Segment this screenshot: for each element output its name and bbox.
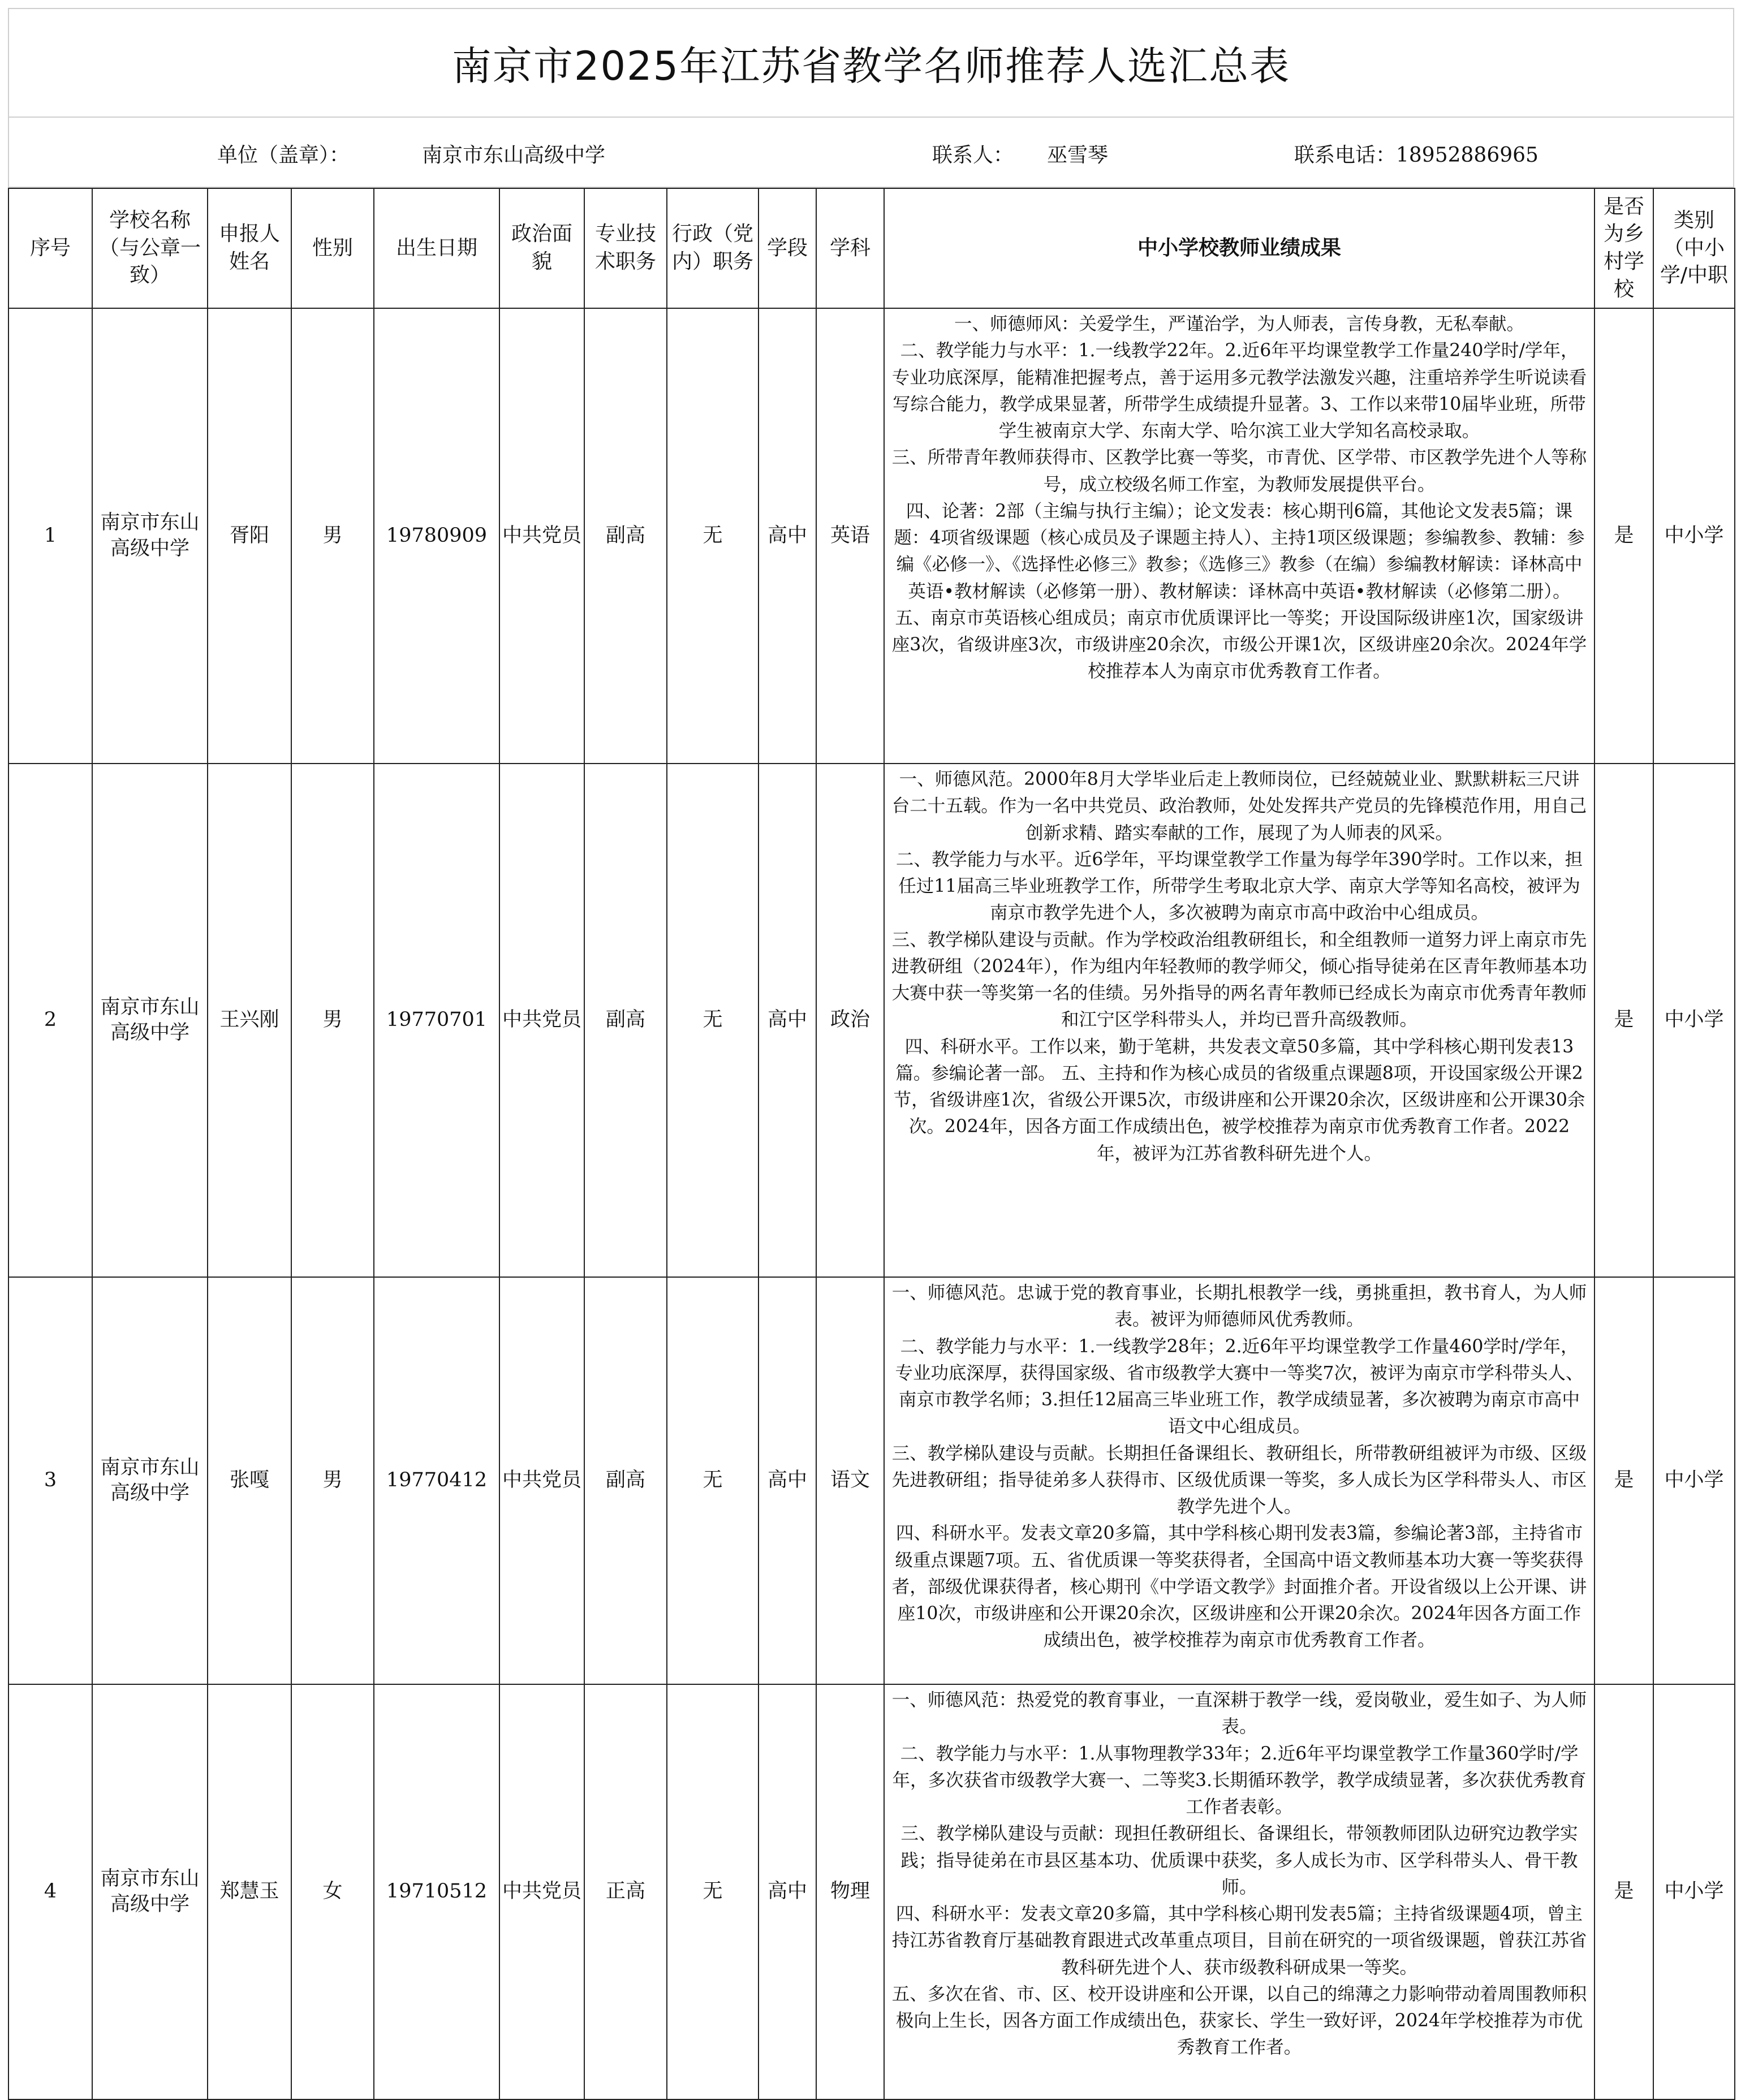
- cell-subject: 语文: [816, 1277, 884, 1684]
- cell-admin: 无: [667, 1277, 759, 1684]
- cell-rural: 是: [1595, 1277, 1653, 1684]
- header-name: 申报人姓名: [208, 188, 291, 308]
- cell-gender: 男: [291, 764, 374, 1277]
- achievement-item: 五、南京市英语核心组成员；南京市优质课评比一等奖；开设国际级讲座1次，国家级讲座3次，省级讲座3次，市级讲座20余次，市级公开课1次，区级讲座20余次。2024年学校推荐本人为南京市优秀教育工作者。: [891, 607, 1587, 682]
- cell-subject: 英语: [816, 308, 884, 764]
- cell-stage: 高中: [759, 1684, 816, 2099]
- cell-title: 正高: [584, 1684, 667, 2099]
- achievement-item: 一、师德风范。2000年8月大学毕业后走上教师岗位，已经兢兢业业、默默耕耘三尺讲台二十五载。作为一名中共党员、政治教师，处处发挥共产党员的先锋模范作用，用自己创新求精、踏实奉献的工作，展现了为人师表的风采。: [891, 769, 1587, 843]
- summary-sheet: [8, 8, 1734, 2100]
- cell-politics: 中共党员: [499, 764, 584, 1277]
- cell-seq: 1: [8, 308, 92, 764]
- header-gender: 性别: [291, 188, 374, 308]
- achievement-item: 三、教学梯队建设与贡献。作为学校政治组教研组长，和全组教师一道努力评上南京市先进教研组（2024年），作为组内年轻教师的教学师父，倾心指导徒弟在区青年教师基本功大赛中获一等奖第一名的佳绩。另外指导的两名青年教师已经成长为南京市优秀青年教师和江宁区学科带头人，并均已晋升高级教师。: [891, 929, 1587, 1030]
- cell-politics: 中共党员: [499, 1277, 584, 1684]
- contact-value: 巫雪琴: [1047, 144, 1109, 167]
- achievement-item: 四、科研水平：发表文章20多篇，其中学科核心期刊发表5篇；主持省级课题4项，曾主持江苏省教育厅基础教育跟进式改革重点项目，目前在研究的一项省级课题，曾获江苏省教科研先进个人、获市级教科研成果一等奖。: [891, 1904, 1587, 1978]
- cell-subject: 政治: [816, 764, 884, 1277]
- cell-name: 王兴刚: [208, 764, 291, 1277]
- cell-seq: 2: [8, 764, 92, 1277]
- cell-admin: 无: [667, 764, 759, 1277]
- achievement-item: 一、师德风范：热爱党的教育事业，一直深耕于教学一线，爱岗敬业，爱生如子、为人师表。: [891, 1690, 1587, 1737]
- cell-category: 中小学: [1653, 308, 1735, 764]
- header-subject: 学科: [816, 188, 884, 308]
- cell-achievements: [884, 1684, 1595, 2099]
- cell-seq: 4: [8, 1684, 92, 2099]
- cell-name: 张嘎: [208, 1277, 291, 1684]
- cell-seq: 3: [8, 1277, 92, 1684]
- nominee-table: [8, 188, 1735, 2100]
- cell-category: 中小学: [1653, 1684, 1735, 2099]
- cell-title: 副高: [584, 308, 667, 764]
- header-category: 类别（中小学/中职: [1653, 188, 1735, 308]
- achievement-item: 二、教学能力与水平。近6学年，平均课堂教学工作量为每学年390学时。工作以来，担任过11届高三毕业班教学工作，所带学生考取北京大学、南京大学等知名高校，被评为南京市教学先进个人，多次被聘为南京市高中政治中心组成员。: [895, 849, 1583, 924]
- cell-stage: 高中: [759, 308, 816, 764]
- cell-admin: 无: [667, 1684, 759, 2099]
- cell-school: 南京市东山高级中学: [92, 1277, 208, 1684]
- achievement-item: 三、教学梯队建设与贡献：现担任教研组长、备课组长，带领教师团队边研究边教学实践；指导徒弟在市县区基本功、优质课中获奖，多人成长为市、区学科带头人、骨干教师。: [900, 1823, 1578, 1898]
- cell-school: 南京市东山高级中学: [92, 764, 208, 1277]
- header-politics: 政治面貌: [499, 188, 584, 308]
- cell-birth: 19770701: [374, 764, 499, 1277]
- table-row: [8, 308, 1735, 764]
- achievement-item: 二、教学能力与水平：1.一线教学22年。2.近6年平均课堂教学工作量240学时/学年，专业功底深厚，能精准把握考点，善于运用多元教学法激发兴趣，注重培养学生听说读看写综合能力，教学成果显著，所带学生成绩提升显著。3、工作以来带10届毕业班，所带学生被南京大学、东南大学、哈尔滨工业大学知名高校录取。: [891, 340, 1587, 441]
- cell-gender: 男: [291, 1277, 374, 1684]
- achievement-item: 四、科研水平。工作以来，勤于笔耕，共发表文章50多篇，其中学科核心期刊发表13篇。参编论著一部。 五、主持和作为核心成员的省级重点课题8项，开设国家级公开课2节，省级讲座1次，省级公开课5次，市级讲座和公开课20余次，区级讲座和公开课30余次。2024年，因各方面工作成绩出色，被学校推荐为南京市优秀教育工作者。2022年，被评为江苏省教科研先进个人。: [893, 1036, 1585, 1164]
- cell-rural: 是: [1595, 308, 1653, 764]
- achievement-item: 二、教学能力与水平：1.从事物理教学33年；2.近6年平均课堂教学工作量360学时/学年，多次获省市级教学大赛一、二等奖3.长期循环教学，教学成绩显著，多次获优秀教育工作者表彰。: [892, 1743, 1587, 1817]
- table-row: [8, 1684, 1735, 2099]
- header-birth: 出生日期: [374, 188, 499, 308]
- achievement-item: 五、多次在省、市、区、校开设讲座和公开课，以自己的绵薄之力影响带动着周围教师积极向上生长，因各方面工作成绩出色，获家长、学生一致好评，2024年学校推荐为市优秀教育工作者。: [891, 1983, 1587, 2058]
- cell-stage: 高中: [759, 1277, 816, 1684]
- cell-birth: 19770412: [374, 1277, 499, 1684]
- header-achievements: 中小学校教师业绩成果: [884, 188, 1595, 308]
- table-row: [8, 764, 1735, 1277]
- achievement-item: 三、所带青年教师获得市、区教学比赛一等奖，市青优、区学带、市区教学先进个人等称号，成立校级名师工作室，为教师发展提供平台。: [891, 447, 1587, 495]
- cell-admin: 无: [667, 308, 759, 764]
- cell-politics: 中共党员: [499, 1684, 584, 2099]
- cell-category: 中小学: [1653, 764, 1735, 1277]
- cell-birth: 19780909: [374, 308, 499, 764]
- table-row: [8, 1277, 1735, 1684]
- achievement-item: 四、论著：2部（主编与执行主编）；论文发表：核心期刊6篇，其他论文发表5篇；课题：4项省级课题（核心成员及子课题主持人）、主持1项区级课题；参编教参、教辅：参编《必修一》、《选择性必修三》教参；《选修三》教参（在编）参编教材解读：译林高中英语•教材解读（必修第一册）、教材解读：译林高中英语•教材解读（必修第二册）。: [894, 501, 1585, 602]
- cell-school: 南京市东山高级中学: [92, 308, 208, 764]
- cell-achievements: [884, 308, 1595, 764]
- achievement-item: 一、师德风范。忠诚于党的教育事业，长期扎根教学一线，勇挑重担，教书育人，为人师表。被评为师德师风优秀教师。: [891, 1283, 1587, 1330]
- info-row: [8, 117, 1734, 188]
- header-row: [8, 188, 1735, 308]
- cell-title: 副高: [584, 1277, 667, 1684]
- cell-category: 中小学: [1653, 1277, 1735, 1684]
- cell-stage: 高中: [759, 764, 816, 1277]
- cell-name: 胥阳: [208, 308, 291, 764]
- header-title: 专业技术职务: [584, 188, 667, 308]
- cell-rural: 是: [1595, 764, 1653, 1277]
- cell-rural: 是: [1595, 1684, 1653, 2099]
- phone-label: 联系电话：18952886965: [1294, 144, 1539, 167]
- cell-achievements: [884, 1277, 1595, 1684]
- unit-value: 南京市东山高级中学: [422, 144, 606, 167]
- achievement-item: 三、教学梯队建设与贡献。长期担任备课组长、教研组长，所带教研组被评为市级、区级先进教研组；指导徒弟多人获得市、区级优质课一等奖，多人成长为区学科带头人、市区教学先进个人。: [891, 1443, 1587, 1517]
- header-school: 学校名称（与公章一致）: [92, 188, 208, 308]
- cell-achievements: [884, 764, 1595, 1277]
- achievement-item: 二、教学能力与水平：1.一线教学28年；2.近6年平均课堂教学工作量460学时/学年，专业功底深厚，获得国家级、省市级教学大赛中一等奖7次，被评为南京市学科带头人、南京市教学名师；3.担任12届高三毕业班工作，教学成绩显著，多次被聘为南京市高中语文中心组成员。: [895, 1336, 1584, 1437]
- title-row: [8, 8, 1734, 117]
- cell-gender: 男: [291, 308, 374, 764]
- cell-title: 副高: [584, 764, 667, 1277]
- contact-label: 联系人：: [932, 144, 1014, 167]
- achievement-item: 一、师德师风：关爱学生，严谨治学，为人师表，言传身教，无私奉献。: [954, 314, 1524, 334]
- header-seq: 序号: [8, 188, 92, 308]
- cell-politics: 中共党员: [499, 308, 584, 764]
- cell-school: 南京市东山高级中学: [92, 1684, 208, 2099]
- cell-birth: 19710512: [374, 1684, 499, 2099]
- header-admin: 行政（党内）职务: [667, 188, 759, 308]
- header-rural: 是否为乡村学校: [1595, 188, 1653, 308]
- achievement-item: 四、科研水平。发表文章20多篇，其中学科核心期刊发表3篇，参编论著3部，主持省市级重点课题7项。五、省优质课一等奖获得者，全国高中语文教师基本功大赛一等奖获得者，部级优课获得者，核心期刊《中学语文教学》封面推介者。开设省级以上公开课、讲座10次，市级讲座和公开课20余次，区级讲座和公开课20余次。2024年因各方面工作成绩出色，被学校推荐为南京市优秀教育工作者。: [891, 1523, 1587, 1651]
- unit-label: 单位（盖章）：: [217, 144, 350, 167]
- cell-subject: 物理: [816, 1684, 884, 2099]
- sheet-title: 南京市2025年江苏省教学名师推荐人选汇总表: [451, 42, 1291, 89]
- cell-gender: 女: [291, 1684, 374, 2099]
- cell-name: 郑慧玉: [208, 1684, 291, 2099]
- header-stage: 学段: [759, 188, 816, 308]
